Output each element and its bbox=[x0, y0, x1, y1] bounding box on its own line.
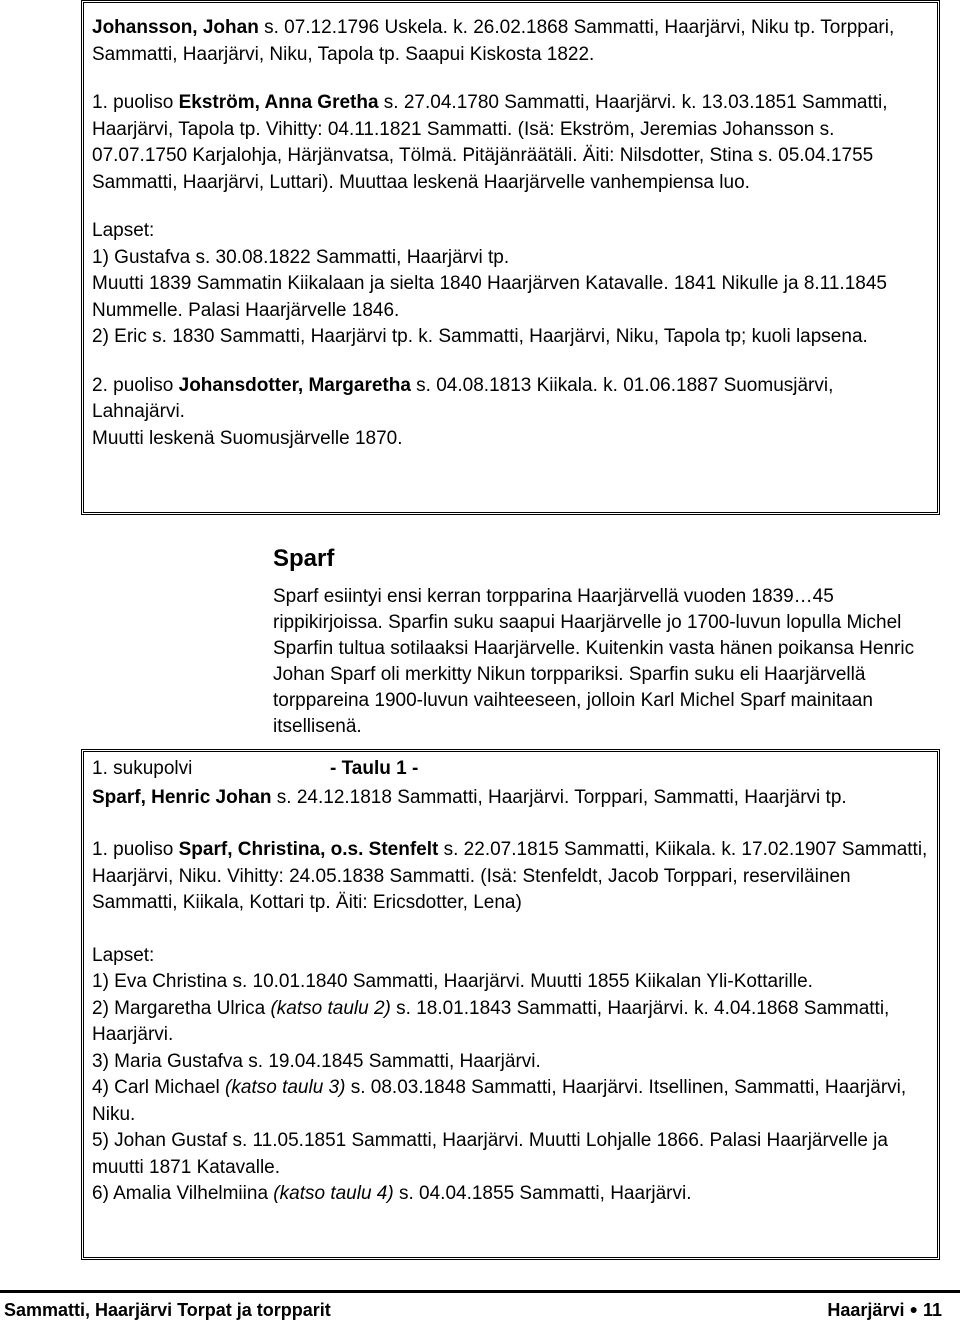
child-1-note: Muutti 1839 Sammatin Kiikalaan ja sielta 1840 Haarjärven Katavalle. 1841 Nikulle ja 8.11.1845 Nummelle. Palasi Haarjärvelle 1846. bbox=[92, 273, 887, 321]
children-heading: Lapset: bbox=[92, 944, 155, 966]
generation-label: 1. sukupolvi bbox=[92, 758, 193, 779]
head-paragraph bbox=[92, 785, 929, 812]
children-heading: Lapset: bbox=[92, 220, 155, 241]
bullet-icon: ● bbox=[909, 1301, 918, 1317]
spouse-2-paragraph bbox=[92, 373, 929, 426]
footer-page-info bbox=[827, 1300, 942, 1321]
child-details: s. 08.03.1848 Sammatti, Haarjärvi. Itsellinen, Sammatti, Haarjärvi, Niku. bbox=[92, 1077, 907, 1125]
head-paragraph bbox=[92, 15, 929, 68]
spouse-name: Johansdotter, Margaretha bbox=[178, 374, 411, 396]
family-entry-sparf bbox=[81, 749, 940, 1260]
child-1: 1) Eva Christina s. 10.01.1840 Sammatti, Haarjärvi. Muutti 1855 Kiikalan Yli-Kottarille. bbox=[92, 971, 813, 992]
spouse-label: 1. puoliso bbox=[92, 92, 179, 113]
family-entry-johansson bbox=[81, 0, 940, 515]
child-name: 4) Carl Michael bbox=[92, 1077, 226, 1098]
child-3: 3) Maria Gustafva s. 19.04.1845 Sammatti, Haarjärvi. bbox=[92, 1050, 541, 1072]
spouse-name: Ekström, Anna Gretha bbox=[178, 92, 379, 113]
table-reference: (katso taulu 2) bbox=[270, 997, 391, 1019]
footer-publication-title: Sammatti, Haarjärvi Torpat ja torpparit bbox=[4, 1300, 331, 1320]
spouse-1-paragraph bbox=[92, 837, 929, 917]
person-name: Sparf, Henric Johan bbox=[92, 786, 272, 808]
person-name: Johansson, Johan bbox=[92, 17, 259, 38]
child-details: s. 04.04.1855 Sammatti, Haarjärvi. bbox=[393, 1183, 692, 1204]
intro-text: Sparf esiintyi ensi kerran torpparina Haarjärvellä vuoden 1839…45 rippikirjoissa. Sparfin suku saapui Haarjärvelle jo 1700-luvun lopulla Michel Sparfin tultua sotilaaksi Haarjärvelle. Kuitenkin vasta hänen poikansa Henric Johan Sparf oli merkitty Nikun torppariksi. Sparfin suku eli Haarjärvellä torppareina 1900-luvun vaihteeseen, jolloin Karl Michel Sparf mainitaan itsellisenä. bbox=[273, 586, 915, 737]
child-1: 1) Gustafva s. 30.08.1822 Sammatti, Haarjärvi tp. bbox=[92, 246, 510, 268]
section-title: Sparf bbox=[273, 545, 335, 572]
child-2 bbox=[92, 996, 929, 1049]
child-4 bbox=[92, 1075, 929, 1128]
spouse-details: s. 04.08.1813 Kiikala. k. 01.06.1887 Suomusjärvi, Lahnajärvi. bbox=[92, 374, 834, 422]
child-5: 5) Johan Gustaf s. 11.05.1851 Sammatti, Haarjärvi. Muutti Lohjalle 1866. Palasi Haarjärvelle ja muutti 1871 Katavalle. bbox=[92, 1130, 888, 1178]
page-number: 11 bbox=[922, 1300, 942, 1320]
child-name: 2) Margaretha Ulrica bbox=[92, 997, 271, 1019]
child-name: 6) Amalia Vilhelmiina bbox=[92, 1183, 274, 1204]
footer-section: Haarjärvi bbox=[827, 1300, 905, 1320]
spouse-label: 2. puoliso bbox=[92, 374, 179, 396]
table-label: - Taulu 1 - bbox=[330, 758, 419, 779]
table-reference: (katso taulu 3) bbox=[225, 1077, 346, 1098]
person-details: s. 07.12.1796 Uskela. k. 26.02.1868 Sammatti, Haarjärvi, Niku tp. Torppari, Sammatti, Haarjärvi, Niku, Tapola tp. Saapui Kiskosta 1822. bbox=[92, 17, 895, 65]
child-2: 2) Eric s. 1830 Sammatti, Haarjärvi tp. k. Sammatti, Haarjärvi, Niku, Tapola tp; kuoli lapsena. bbox=[92, 326, 868, 347]
child-6 bbox=[92, 1181, 929, 1208]
spouse-details: s. 22.07.1815 Sammatti, Kiikala. k. 17.02.1907 Sammatti, Haarjärvi, Niku. Vihitty: 24.05.1838 Sammatti. (Isä: Stenfeldt, Jacob Torppari, reserviläinen Sammatti, Kiikala, Kottari tp. Äiti: Ericsdotter, Lena) bbox=[92, 839, 928, 913]
page-footer bbox=[0, 1290, 960, 1327]
table-reference: (katso taulu 4) bbox=[273, 1183, 394, 1204]
spouse-2-note: Muutti leskenä Suomusjärvelle 1870. bbox=[92, 427, 403, 449]
person-details: s. 24.12.1818 Sammatti, Haarjärvi. Torppari, Sammatti, Haarjärvi tp. bbox=[271, 786, 847, 808]
spouse-1-paragraph bbox=[92, 90, 929, 196]
generation-row bbox=[84, 758, 929, 785]
spouse-name: Sparf, Christina, o.s. Stenfelt bbox=[178, 839, 439, 860]
spouse-label: 1. puoliso bbox=[92, 839, 179, 860]
section-intro bbox=[273, 584, 941, 740]
spouse-details: s. 27.04.1780 Sammatti, Haarjärvi. k. 13.03.1851 Sammatti, Haarjärvi, Tapola tp. Vihitty: 04.11.1821 Sammatti. (Isä: Ekström, Jeremias Johansson s. 07.07.1750 Karjalohja, Härjänvatsa, Tölmä. Pitäjänräätäli. Äiti: Nilsdotter, Stina s. 05.04.1755 Sammatti, Haarjärvi, Luttari). Muuttaa leskenä Haarjärvelle vanhempiensa luo. bbox=[92, 92, 888, 193]
child-details: s. 18.01.1843 Sammatti, Haarjärvi. k. 4.04.1868 Sammatti, Haarjärvi. bbox=[92, 997, 890, 1045]
